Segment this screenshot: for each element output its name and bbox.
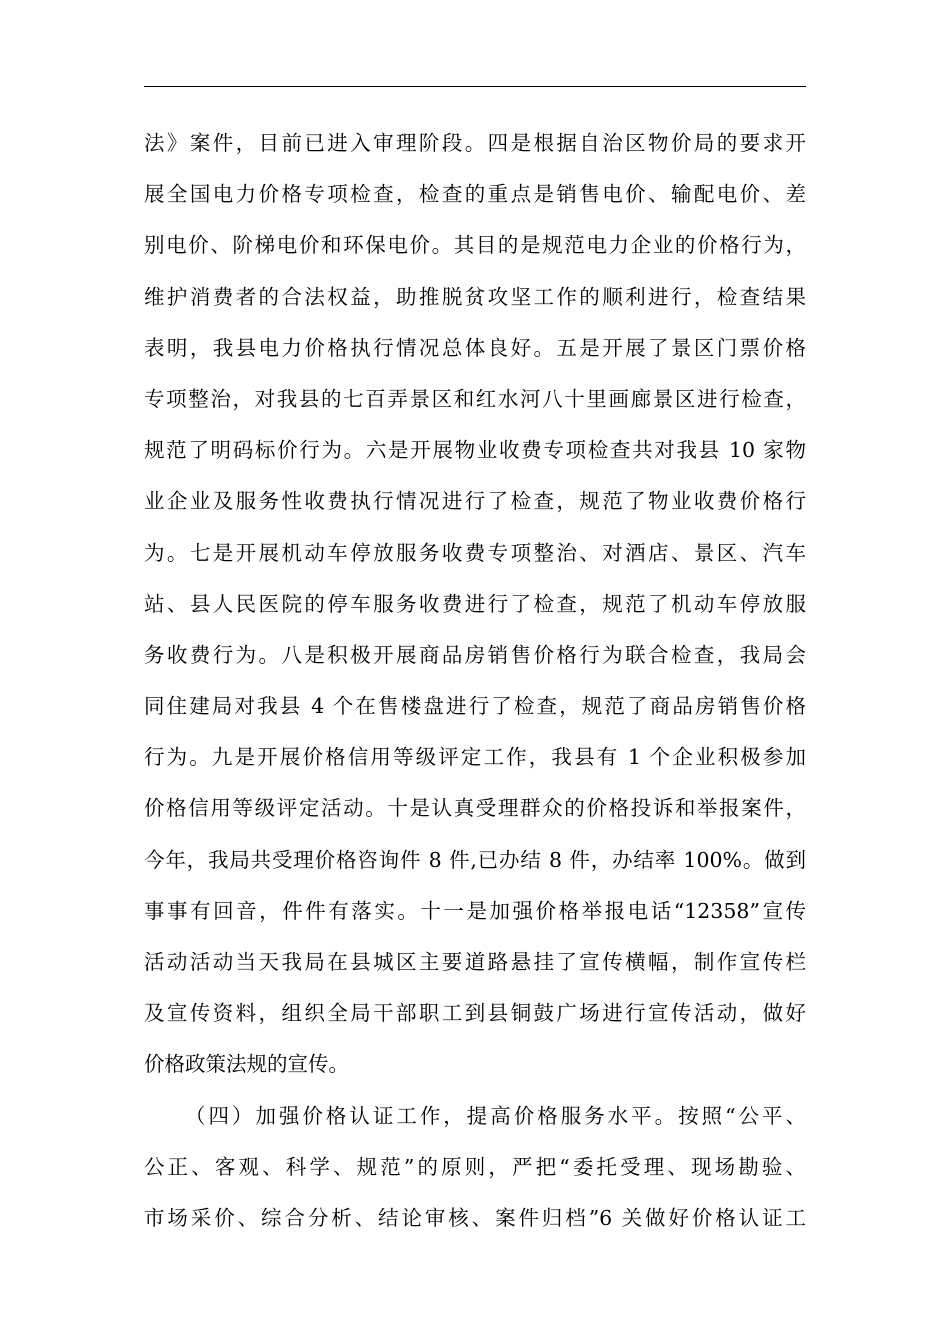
text-line: 站、县人民医院的停车服务收费进行了检查，规范了机动车停放服 [144, 591, 806, 616]
text-line: 今年，我局共受理价格咨询件 8 件,已办结 8 件，办结率 100%。做到 [144, 847, 806, 872]
text-line: 行为。九是开展价格信用等级评定工作，我县有 1 个企业积极参加 [144, 745, 806, 770]
header-rule [144, 86, 806, 87]
text-line: 为。七是开展机动车停放服务收费专项整治、对酒店、景区、汽车 [144, 540, 806, 565]
text-line: 公正、客观、科学、规范”的原则，严把“委托受理、现场勘验、 [144, 1154, 806, 1179]
text-line: 专项整治，对我县的七百弄景区和红水河八十里画廊景区进行检查， [144, 386, 806, 411]
text-line: 法》案件，目前已进入审理阶段。四是根据自治区物价局的要求开 [144, 131, 806, 155]
text-line: 市场采价、综合分析、结论审核、案件归档”6 关做好价格认证工 [144, 1205, 806, 1230]
text-line: 价格政策法规的宣传。 [144, 1052, 349, 1077]
text-line: 活动活动当天我局在县城区主要道路悬挂了宣传横幅，制作宣传栏 [144, 950, 806, 974]
text-line: 表明，我县电力价格执行情况总体良好。五是开展了景区门票价格 [144, 335, 806, 360]
text-line: 同住建局对我县 4 个在售楼盘进行了检查，规范了商品房销售价格 [144, 694, 806, 719]
text-line: 别电价、阶梯电价和环保电价。其目的是规范电力企业的价格行为， [144, 233, 806, 258]
text-line: 规范了明码标价行为。六是开展物业收费专项检查共对我县 10 家物 [144, 438, 806, 463]
text-line: 及宣传资料，组织全局干部职工到县铜鼓广场进行宣传活动，做好 [144, 1001, 806, 1026]
text-line: 事事有回音，件件有落实。十一是加强价格举报电话“12358”宣传 [144, 898, 806, 923]
text-line: 维护消费者的合法权益，助推脱贫攻坚工作的顺利进行，检查结果 [144, 284, 806, 309]
text-line: 业企业及服务性收费执行情况进行了检查，规范了物业收费价格行 [144, 489, 806, 514]
text-line: （四）加强价格认证工作，提高价格服务水平。按照“公平、 [185, 1103, 806, 1128]
text-line: 价格信用等级评定活动。十是认真受理群众的价格投诉和举报案件， [144, 796, 806, 821]
document-body [144, 118, 806, 1244]
text-line: 务收费行为。八是积极开展商品房销售价格行为联合检查，我局会 [144, 642, 806, 667]
text-line: 展全国电力价格专项检查，检查的重点是销售电价、输配电价、差 [144, 182, 806, 207]
